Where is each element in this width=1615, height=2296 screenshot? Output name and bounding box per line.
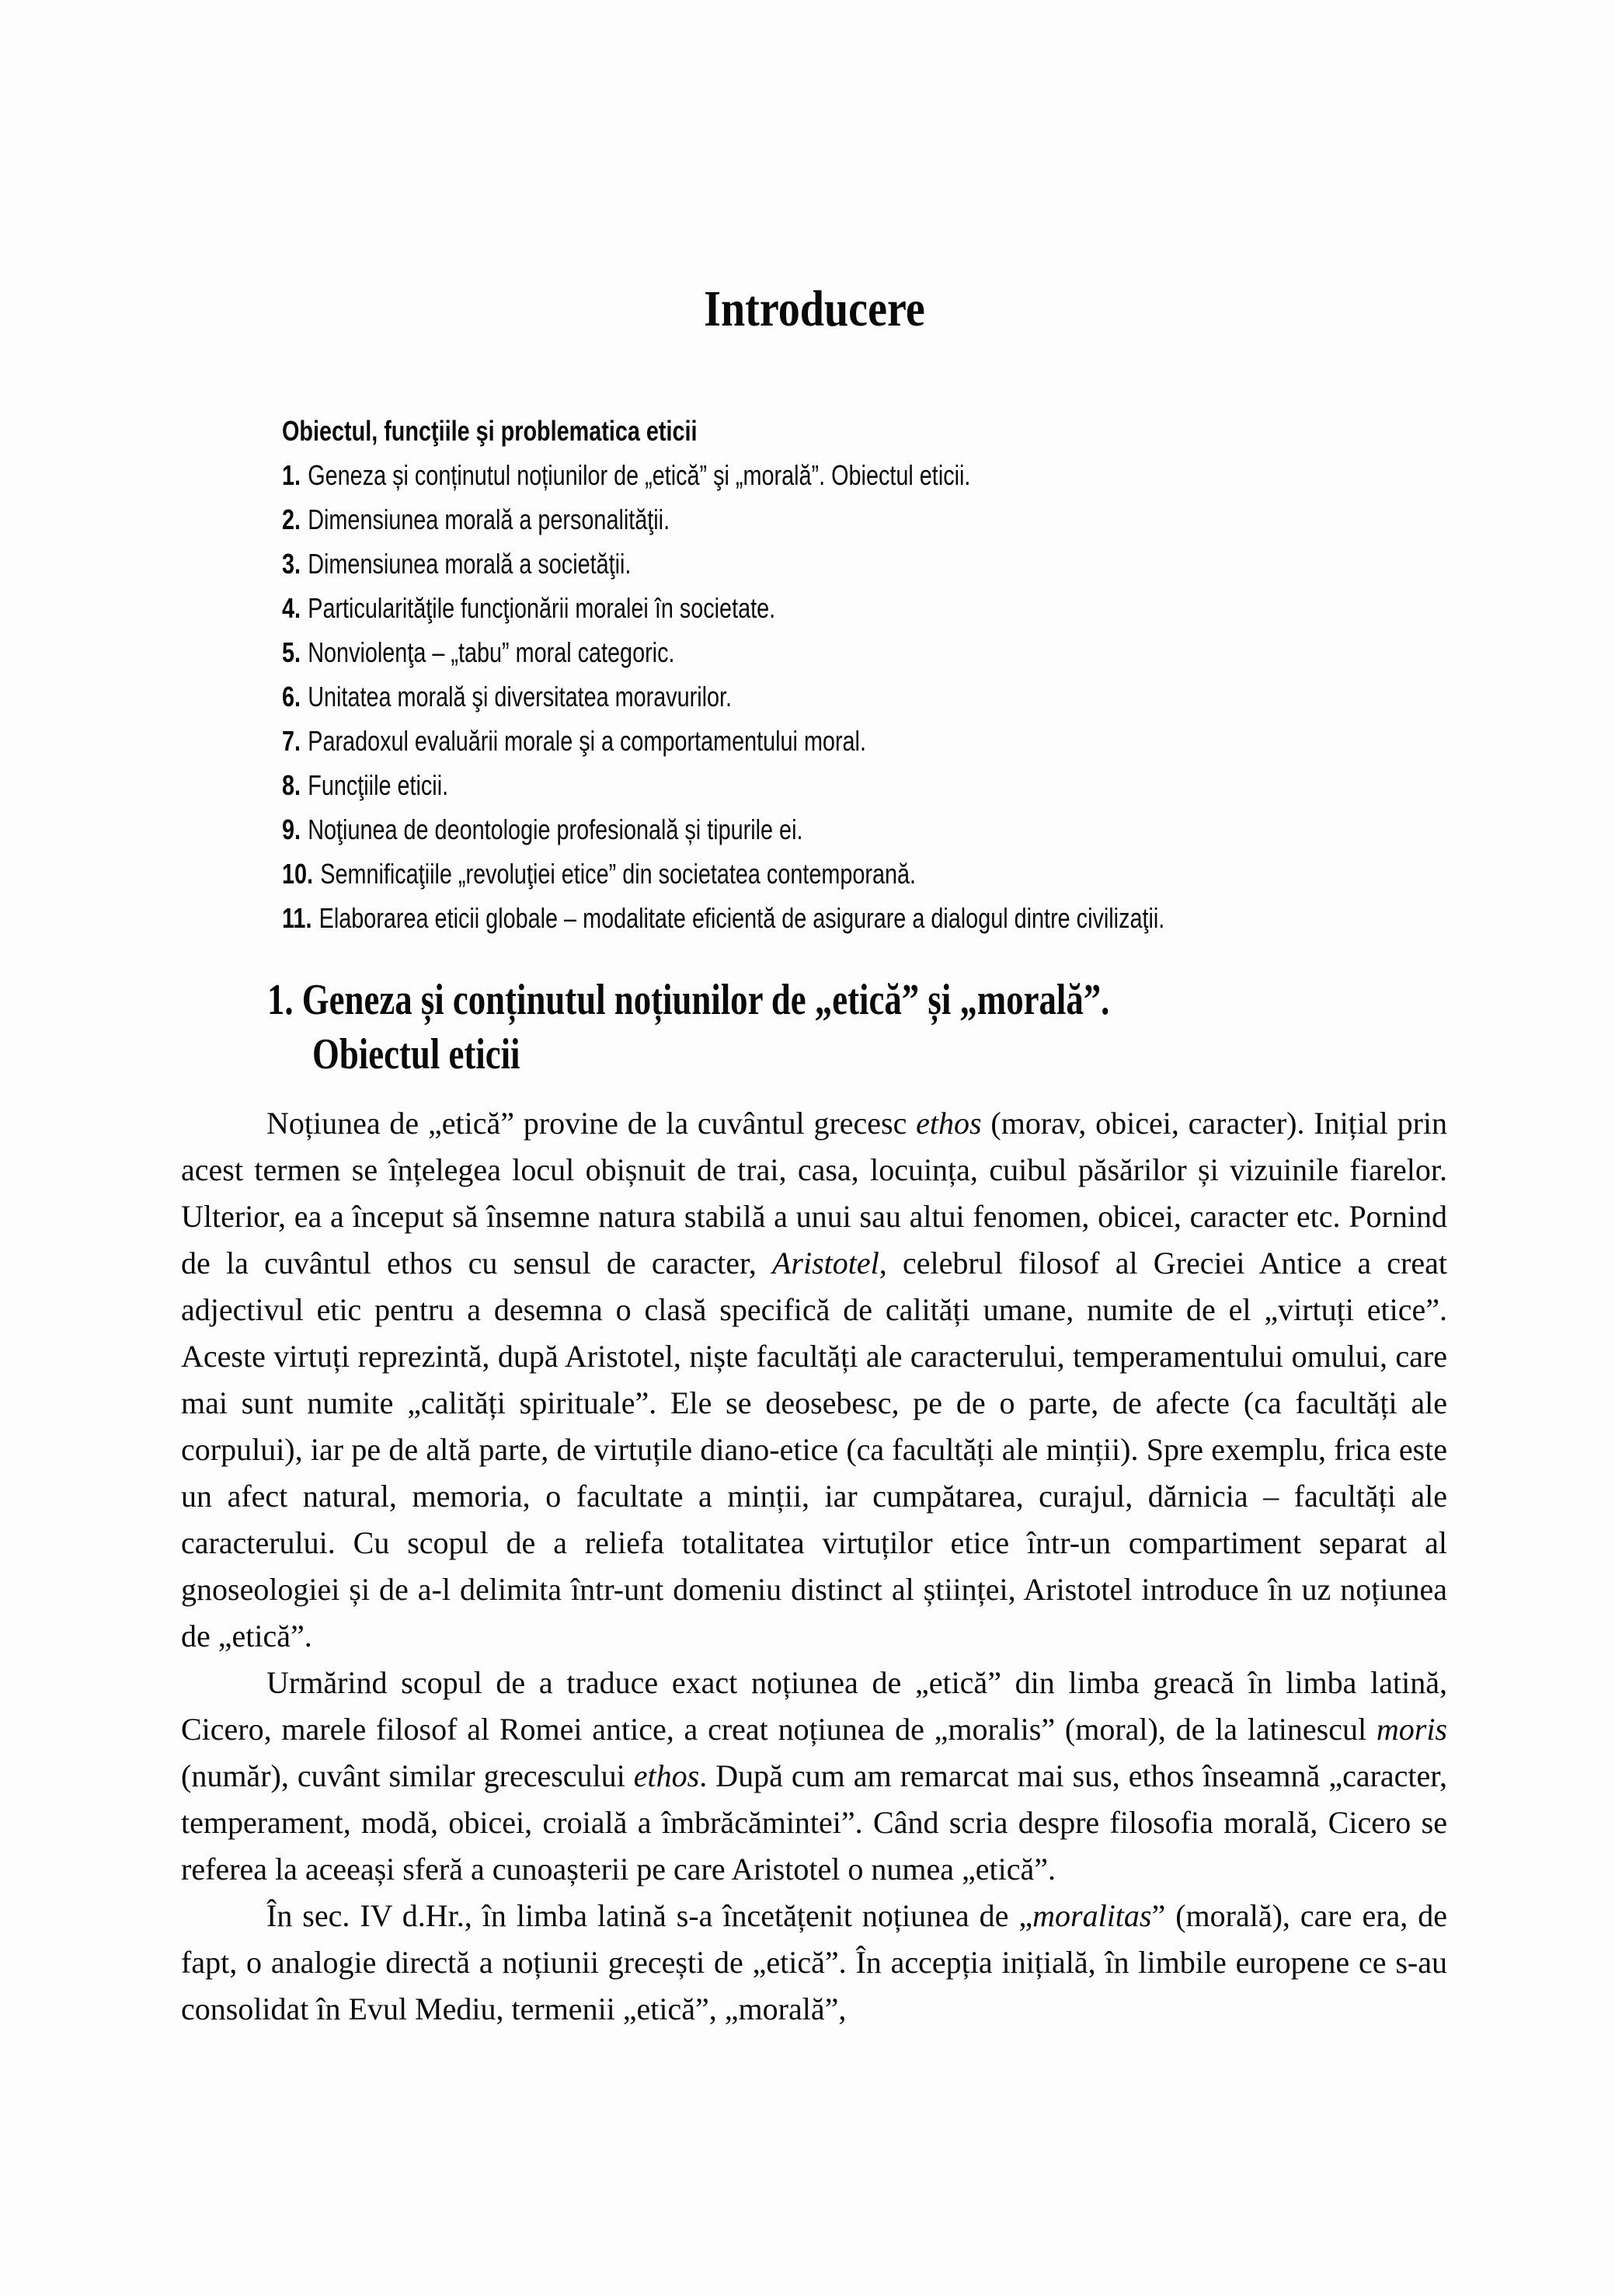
toc-item-text: Semnificaţiile „revoluţiei etice” din societatea contemporană.	[320, 858, 917, 890]
toc-item-number: 8.	[282, 769, 301, 801]
toc-item-2	[282, 497, 1447, 542]
toc-item-10	[282, 852, 1447, 896]
toc-item-text: Geneza și conținutul noțiunilor de „etică” şi „morală”. Obiectul eticii.	[308, 459, 971, 491]
toc-item-1	[282, 453, 1447, 497]
toc-item-number: 2.	[282, 503, 301, 535]
toc-item-number: 7.	[282, 725, 301, 757]
toc-heading-text: Obiectul, funcţiile şi problematica eticii	[282, 415, 698, 447]
toc-heading	[282, 409, 1447, 453]
toc-item-9	[282, 807, 1447, 852]
toc-item-4	[282, 586, 1447, 630]
text-column	[181, 0, 1447, 2033]
toc-item-11	[282, 896, 1447, 940]
toc-item-5	[282, 630, 1447, 674]
toc-item-text: Nonviolenţa – „tabu” moral categoric.	[308, 636, 675, 668]
toc-item-text: Unitatea morală şi diversitatea moravurilor.	[308, 681, 733, 712]
toc-item-number: 6.	[282, 681, 301, 712]
toc-item-number: 10.	[282, 858, 314, 890]
paragraph-1: Noțiunea de „etică” provine de la cuvântul grecesc ethos (morav, obicei, caracter). Inițial prin acest termen se înțelegea locul obișnuit de trai, casa, locuința, cuibul păsărilor și vizuinile fiarelor. Ulterior, ea a început să însemne natura stabilă a unui sau altui fenomen, obicei, caracter etc. Pornind de la cuvântul ethos cu sensul de caracter, Aristotel, celebrul filosof al Greciei Antice a creat adjectivul etic pentru a desemna o clasă specifică de calități umane, numite de el „virtuți etice”. Aceste virtuți reprezintă, după Aristotel, niște facultăți ale caracterului, temperamentului omului, care mai sunt numite „calități spirituale”. Ele se deosebesc, pe de o parte, de afecte (ca facultăți ale corpului), iar pe de altă parte, de virtuțile diano-etice (ca facultăți ale minții). Spre exemplu, frica este un afect natural, memoria, o facultate a minții, iar cumpătarea, curajul, dărnicia – facultăți ale caracterului. Cu scopul de a reliefa totalitatea virtuților etice într-un compartiment separat al gnoseologiei și de a-l delimita într-unt domeniu distinct al științei, Aristotel introduce în uz noțiunea de „etică”.	[181, 1106, 1448, 1653]
toc-item-number: 11.	[282, 902, 312, 934]
toc-item-number: 3.	[282, 548, 301, 580]
toc-item-text: Dimensiunea morală a personalităţii.	[308, 503, 670, 535]
toc-item-3	[282, 542, 1447, 586]
toc-item-6	[282, 674, 1447, 719]
page-title	[181, 278, 1447, 340]
page-title-text: Introducere	[703, 280, 925, 337]
toc-item-7	[282, 719, 1447, 763]
section-heading-line1-text: 1. Geneza și conținutul noțiunilor de „etică” și „morală”.	[267, 976, 1110, 1024]
body-text	[181, 1100, 1447, 2033]
section-heading-line2	[267, 1027, 1447, 1082]
toc-item-text: Elaborarea eticii globale – modalitate eficientă de asigurare a dialogul dintre civilizaţii.	[318, 902, 1165, 934]
toc-item-8	[282, 763, 1447, 807]
toc	[282, 409, 1447, 940]
section-heading	[267, 973, 1447, 1082]
toc-item-number: 1.	[282, 459, 301, 491]
paragraph-2: Urmărind scopul de a traduce exact noțiunea de „etică” din limba greacă în limba latină, Cicero, marele filosof al Romei antice, a creat noțiunea de „moralis” (moral), de la latinescul moris (număr), cuvânt similar grecescului ethos. După cum am remarcat mai sus, ethos înseamnă „caracter, temperament, modă, obicei, croială a îmbrăcămintei”. Când scria despre filosofia morală, Cicero se referea la aceeași sferă a cunoașterii pe care Aristotel o numea „etică”.	[181, 1665, 1447, 1887]
toc-item-text: Funcţiile eticii.	[308, 769, 449, 801]
toc-item-number: 9.	[282, 814, 301, 845]
toc-item-text: Noţiunea de deontologie profesională și tipurile ei.	[308, 814, 803, 845]
toc-item-number: 4.	[282, 592, 301, 624]
section-heading-line2-text: Obiectul eticii	[312, 1030, 520, 1078]
section-heading-line1	[267, 973, 1447, 1027]
toc-item-number: 5.	[282, 636, 301, 668]
paragraph-3: În sec. IV d.Hr., în limba latină s-a încetățenit noțiunea de „moralitas” (morală), care era, de fapt, o analogie directă a noțiunii grecești de „etică”. În accepția inițială, în limbile europene ce s-au consolidat în Evul Mediu, termenii „etică”, „morală”,	[181, 1898, 1447, 2026]
toc-item-text: Dimensiunea morală a societăţii.	[308, 548, 632, 580]
toc-item-text: Particularităţile funcţionării moralei în societate.	[308, 592, 776, 624]
toc-item-text: Paradoxul evaluării morale şi a comportamentului moral.	[308, 725, 866, 757]
